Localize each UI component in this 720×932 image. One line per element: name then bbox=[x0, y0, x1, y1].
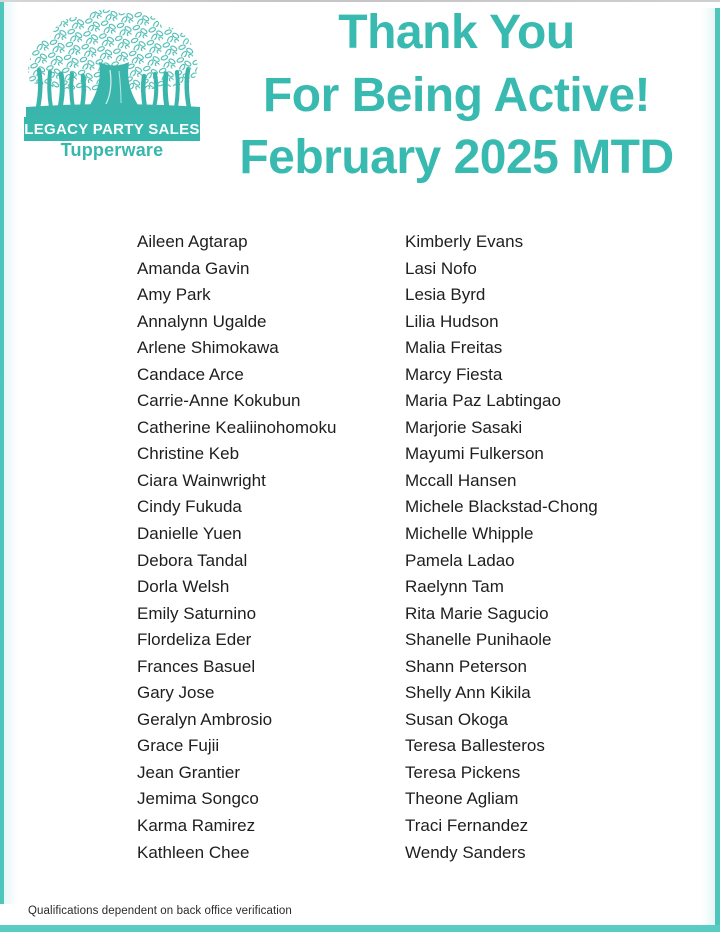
logo-brand-text: Tupperware bbox=[60, 140, 164, 160]
list-item: Amy Park bbox=[137, 285, 211, 305]
list-item: Theone Agliam bbox=[405, 789, 519, 809]
list-item: Marjorie Sasaki bbox=[405, 417, 523, 437]
list-item: Jean Grantier bbox=[137, 762, 240, 782]
list-item: Ciara Wainwright bbox=[137, 470, 266, 490]
left-edge-stripe bbox=[0, 2, 4, 904]
list-item: Kathleen Chee bbox=[137, 842, 250, 862]
title-line-1: Thank You bbox=[338, 6, 575, 59]
list-item: Gary Jose bbox=[137, 683, 215, 703]
list-item: Susan Okoga bbox=[405, 709, 509, 729]
list-item: Lilia Hudson bbox=[405, 311, 499, 331]
list-item: Danielle Yuen bbox=[137, 524, 242, 544]
list-item: Pamela Ladao bbox=[405, 550, 515, 570]
list-item: Michelle Whipple bbox=[405, 524, 534, 544]
list-item: Amanda Gavin bbox=[137, 258, 250, 278]
list-item: Carrie-Anne Kokubun bbox=[137, 391, 301, 411]
title-line-2: For Being Active! bbox=[262, 68, 651, 122]
list-item: Lesia Byrd bbox=[405, 285, 486, 305]
list-item: Aileen Agtarap bbox=[137, 232, 248, 251]
page-title bbox=[205, 2, 708, 190]
list-item: Malia Freitas bbox=[405, 338, 503, 358]
list-item: Mayumi Fulkerson bbox=[405, 444, 544, 464]
list-item: Christine Keb bbox=[137, 444, 240, 464]
logo-banner-text: LEGACY PARTY SALES bbox=[24, 117, 200, 141]
list-item: Debora Tandal bbox=[137, 550, 248, 570]
list-item: Geralyn Ambrosio bbox=[137, 709, 273, 729]
list-item: Lasi Nofo bbox=[405, 258, 477, 278]
list-item: Dorla Welsh bbox=[137, 577, 230, 597]
bottom-edge-strip bbox=[0, 925, 720, 932]
right-edge-stripe bbox=[715, 8, 720, 932]
left-edge-wash bbox=[4, 2, 18, 904]
list-item: Shanelle Punihaole bbox=[405, 630, 552, 650]
banyan-tree-icon bbox=[22, 8, 204, 120]
footer-disclaimer: Qualifications dependent on back office verification bbox=[28, 905, 292, 917]
list-item: Maria Paz Labtingao bbox=[405, 391, 561, 411]
list-item: Shann Peterson bbox=[405, 656, 527, 676]
list-item: Arlene Shimokawa bbox=[137, 338, 279, 358]
list-item: Cindy Fukuda bbox=[137, 497, 242, 517]
list-item: Grace Fujii bbox=[137, 736, 220, 756]
list-item: Kimberly Evans bbox=[405, 232, 524, 251]
title-line-3: February 2025 MTD bbox=[239, 131, 674, 184]
names-column-right bbox=[405, 229, 695, 866]
list-item: Michele Blackstad-Chong bbox=[405, 497, 598, 517]
list-item: Raelynn Tam bbox=[405, 577, 504, 597]
names-column-left bbox=[137, 229, 397, 866]
list-item: Teresa Pickens bbox=[405, 762, 521, 782]
list-item: Jemima Songco bbox=[137, 789, 259, 809]
list-item: Catherine Kealiinohomoku bbox=[137, 417, 337, 437]
list-item: Teresa Ballesteros bbox=[405, 736, 545, 756]
list-item: Annalynn Ugalde bbox=[137, 311, 267, 331]
list-item: Frances Basuel bbox=[137, 656, 256, 676]
list-item: Emily Saturnino bbox=[137, 603, 257, 623]
list-item: Traci Fernandez bbox=[405, 816, 529, 836]
legacy-party-sales-logo bbox=[22, 8, 204, 160]
list-item: Flordeliza Eder bbox=[137, 630, 252, 650]
list-item: Wendy Sanders bbox=[405, 842, 526, 862]
list-item: Rita Marie Sagucio bbox=[405, 603, 549, 623]
list-item: Candace Arce bbox=[137, 364, 244, 384]
list-item: Mccall Hansen bbox=[405, 470, 517, 490]
list-item: Marcy Fiesta bbox=[405, 364, 503, 384]
list-item: Karma Ramirez bbox=[137, 816, 256, 836]
list-item: Shelly Ann Kikila bbox=[405, 683, 531, 703]
